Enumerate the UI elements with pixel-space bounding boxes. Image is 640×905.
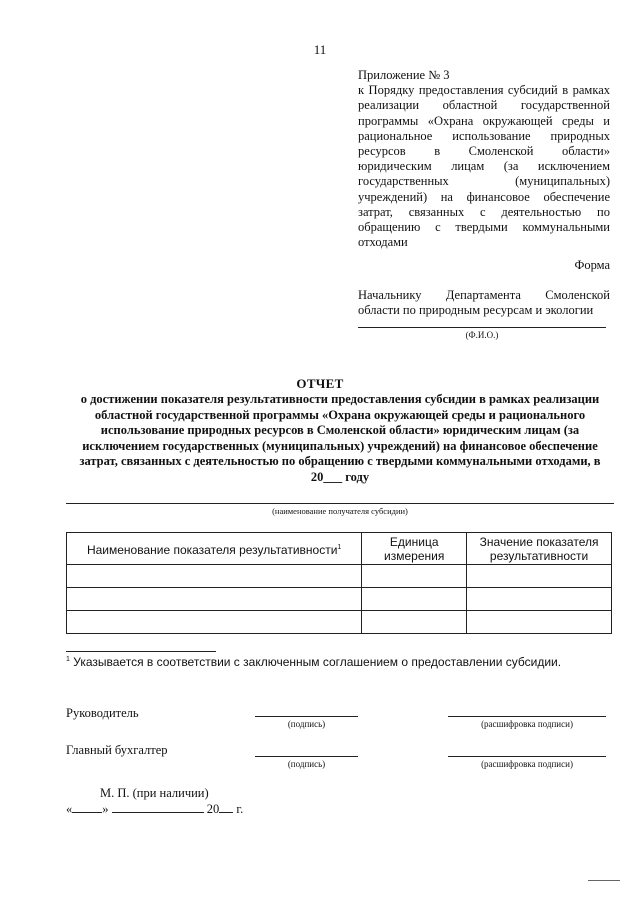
day-blank xyxy=(72,801,102,813)
header-indicator-name: Наименование показателя результативности$^1$ xyxy=(67,533,362,565)
header-unit: Единица измерения xyxy=(362,533,467,565)
table-cell xyxy=(362,611,467,634)
head-label: Руководитель xyxy=(66,706,139,720)
table-row xyxy=(67,588,612,611)
table-row xyxy=(67,565,612,588)
table-cell xyxy=(362,565,467,588)
footnote-number: 1 xyxy=(66,656,70,663)
date-open-quote: « xyxy=(66,802,73,816)
corner-mark xyxy=(588,880,620,881)
indicators-table xyxy=(66,532,612,634)
form-label: Форма xyxy=(574,258,610,272)
report-title: ОТЧЕТ xyxy=(296,376,344,391)
head-decode-caption: (расшифровка подписи) xyxy=(481,719,573,729)
recipient-caption: (наименование получателя субсидии) xyxy=(272,506,408,516)
accountant-signature-caption: (подпись) xyxy=(287,759,326,769)
report-body: о достижении показателя результативности предоставления субсидии в рамках реализации областной государственной программы «Охрана окружающей среды и рационального использование природных ресурсов в Смоленской области» юридическим лицам (за исключением государственных (муниципальных) учреждений) на финансовое обеспечение затрат, связанных с деятельностью по обращению с твердыми коммунальными отходами, в 20___ году xyxy=(79,392,601,484)
header-value: Значение показателя результативности xyxy=(467,533,612,565)
annex-block xyxy=(358,68,610,250)
footnote xyxy=(66,655,561,669)
accountant-decode-line xyxy=(448,756,606,757)
table-cell xyxy=(467,565,612,588)
table-row xyxy=(67,611,612,634)
year-blank xyxy=(219,801,233,813)
date-close-quote: » xyxy=(102,802,109,816)
table-cell xyxy=(467,611,612,634)
footnote-mark: 1 xyxy=(337,543,342,551)
stamp-label: М. П. (при наличии) xyxy=(100,786,209,800)
head-signature-line xyxy=(255,716,358,717)
table-cell xyxy=(467,588,612,611)
footnote-text: Указывается в соответствии с заключенным соглашением о предоставлении субсидии. xyxy=(73,655,562,669)
fio-caption: (Ф.И.О.) xyxy=(465,330,499,340)
head-decode-line xyxy=(448,716,606,717)
table-cell xyxy=(67,588,362,611)
addressee-text: Начальнику Департамента Смоленской области по природным ресурсам и экологии xyxy=(358,288,610,318)
annex-title: Приложение № 3 xyxy=(358,68,450,82)
recipient-line xyxy=(66,503,614,504)
month-blank xyxy=(112,801,204,813)
accountant-decode-caption: (расшифровка подписи) xyxy=(481,759,573,769)
page-number: 11 xyxy=(313,42,327,57)
year-prefix: 20 xyxy=(206,802,220,816)
table-header-row xyxy=(67,533,612,565)
accountant-signature-line xyxy=(255,756,358,757)
footnote-rule xyxy=(66,651,216,652)
fio-line xyxy=(358,327,606,328)
annex-text: к Порядку предоставления субсидий в рамках реализации областной государственной программы «Охрана окружающей среды и рациональное использование природных ресурсов в Смоленской области» юридическим лицам (за исключением государственных (муниципальных) учреждений) на финансовое обеспечение затрат, связанных с деятельностью по обращению с твердыми коммунальными отходами xyxy=(358,83,610,250)
table-cell xyxy=(67,611,362,634)
accountant-label: Главный бухгалтер xyxy=(66,743,168,757)
date-line xyxy=(66,801,243,817)
table-cell xyxy=(362,588,467,611)
table-cell xyxy=(67,565,362,588)
head-signature-caption: (подпись) xyxy=(287,719,326,729)
year-suffix: г. xyxy=(236,802,244,816)
